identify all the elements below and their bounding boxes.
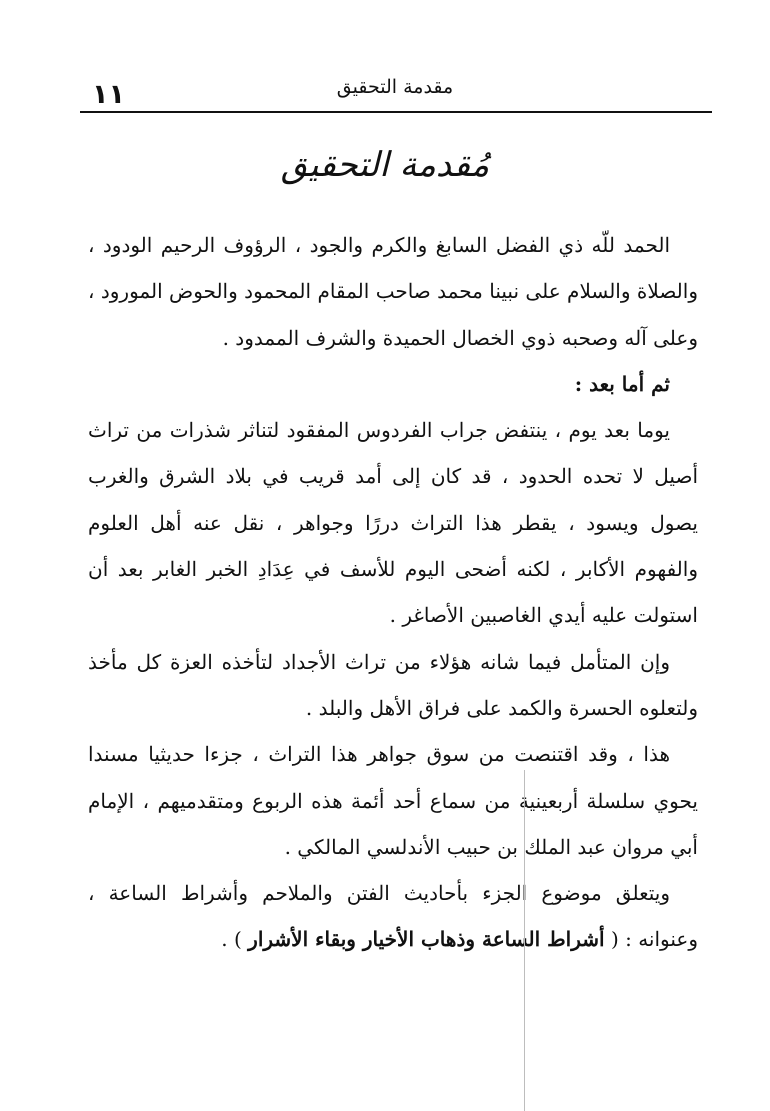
paragraph-opening: الحمد للّه ذي الفضل السابغ والكرم والجود ، الرؤوف الرحيم الودود ، والصلاة والسلام على نبينا محمد صاحب المقام المحمود والحوض المورود ، وعلى آله وصحبه ذوي الخصال الحميدة والشرف الممدود . xyxy=(88,233,698,350)
scan-fold-line xyxy=(524,770,525,1111)
running-header xyxy=(80,64,710,110)
running-title: مقدمة التحقيق xyxy=(336,76,454,98)
paragraph-subhead: ثم أما بعد : xyxy=(574,371,670,396)
paragraph-subject xyxy=(88,870,698,963)
paragraph-heritage: يوما بعد يوم ، ينتفض جراب الفردوس المفقود لتناثر شذرات من تراث أصيل لا تحده الحدود ، قد كان إلى أمد قريب في بلاد الشرق والغرب يصول ويسود ، يقطر هذا التراث دررًا وجواهر ، نقل عنه أهل العلوم والفهوم الأكابر ، لكنه أضحى اليوم للأسف في عِدَادِ الخبر الغابر بعد أن استولت عليه أيدي الغاصبين الأصاغر . xyxy=(88,418,698,628)
page-number: ١١ xyxy=(92,79,125,110)
body-text xyxy=(88,222,698,963)
closing-mark: ) . xyxy=(221,927,242,952)
header-rule xyxy=(80,111,712,113)
paragraph-reflection: وإن المتأمل فيما شانه هؤلاء من تراث الأجداد لتأخذه العزة كل مأخذ ولتعلوه الحسرة والكمد على فراق الأهل والبلد . xyxy=(88,649,698,720)
subject-text: ويتعلق موضوع الجزء بأحاديث الفتن والملاحم وأشراط الساعة ، وعنوانه : ( xyxy=(88,881,698,952)
paragraph-manuscript: هذا ، وقد اقتنصت من سوق جواهر هذا التراث ، جزءا حديثيا مسندا يحوي سلسلة أربعينية من سماع أحد أئمة هذه الربوع ومتقدميهم ، الإمام أبي مروان عبد الملك بن حبيب الأندلسي المالكي . xyxy=(88,742,698,859)
section-title: مُقدمة التحقيق xyxy=(280,145,490,185)
book-title: أشراط الساعة وذهاب الأخيار وبقاء الأشرار xyxy=(248,927,605,952)
